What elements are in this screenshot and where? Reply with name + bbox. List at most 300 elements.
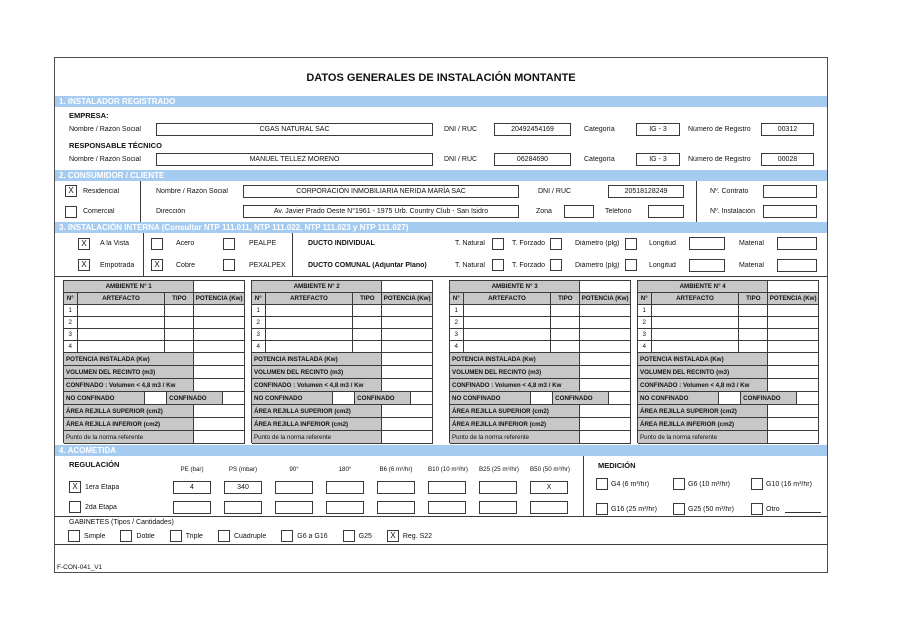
artefacto-cell[interactable] xyxy=(464,317,552,329)
t-natural-label-1: T. Natural xyxy=(455,240,485,248)
regulacion-column-header: 180° xyxy=(338,466,352,473)
client-type-column xyxy=(55,181,141,222)
potencia-cell[interactable] xyxy=(580,341,631,353)
medicion-checkbox[interactable] xyxy=(751,503,763,515)
gabinete-option-label: Triple xyxy=(185,532,203,540)
diametro-field-1[interactable] xyxy=(625,238,637,250)
summary-value[interactable] xyxy=(382,379,433,392)
empresa-categoria-field[interactable]: IG - 3 xyxy=(636,123,680,136)
responsable-registro-field[interactable]: 00028 xyxy=(761,153,814,166)
potencia-cell[interactable] xyxy=(382,341,433,353)
acero-pealpe-row xyxy=(144,238,292,250)
rejilla-value[interactable] xyxy=(580,405,631,418)
empresa-name-field[interactable]: CGAS NATURAL SAC xyxy=(156,123,433,136)
gabinete-option xyxy=(170,530,203,542)
row-number: 3 xyxy=(64,329,78,341)
summary-label: POTENCIA INSTALADA (Kw) xyxy=(450,353,580,366)
artefacto-row xyxy=(64,341,245,353)
empresa-registro-field[interactable]: 00312 xyxy=(761,123,814,136)
row-number: 1 xyxy=(450,305,464,317)
artefacto-cell[interactable] xyxy=(266,329,354,341)
row-number: 4 xyxy=(450,341,464,353)
regulacion-column-header: B50 (50 m³/hr) xyxy=(530,466,570,473)
artefacto-row xyxy=(638,341,819,353)
summary-row xyxy=(252,366,433,379)
material-field-2[interactable] xyxy=(777,259,817,272)
no-confinado-value[interactable] xyxy=(531,392,553,405)
medicion-option xyxy=(596,478,673,490)
tipo-cell[interactable] xyxy=(551,341,580,353)
potencia-cell[interactable] xyxy=(194,329,245,341)
column-header: ARTEFACTO xyxy=(652,293,740,305)
summary-value[interactable] xyxy=(580,366,631,379)
rejilla-label: ÁREA REJILLA INFERIOR (cm2) xyxy=(638,418,768,431)
artefacto-cell[interactable] xyxy=(78,305,166,317)
a-la-vista-checkbox[interactable]: X xyxy=(78,238,90,250)
rejilla-label: ÁREA REJILLA SUPERIOR (cm2) xyxy=(252,405,382,418)
etapa2-value-field[interactable] xyxy=(377,501,415,514)
summary-label: VOLUMEN DEL RECINTO (m3) xyxy=(252,366,382,379)
artefacto-cell[interactable] xyxy=(652,305,740,317)
summary-row xyxy=(64,379,245,392)
diametro-field-2[interactable] xyxy=(625,259,637,271)
gabinete-checkbox[interactable]: X xyxy=(387,530,399,542)
gabinete-checkbox[interactable] xyxy=(343,530,355,542)
column-header: POTENCIA (Kw) xyxy=(194,293,245,305)
etapa1-value-field[interactable] xyxy=(326,481,364,494)
zona-label: Zona xyxy=(536,208,552,216)
t-forzado-label-2: T. Forzado xyxy=(512,261,546,269)
etapa1-value-field[interactable]: 4 xyxy=(173,481,211,494)
cobre-checkbox[interactable]: X xyxy=(151,259,163,271)
medicion-label: MEDICIÓN xyxy=(598,461,636,470)
etapa1-value-field[interactable]: X xyxy=(530,481,568,494)
potencia-cell[interactable] xyxy=(580,317,631,329)
tipo-cell[interactable] xyxy=(165,305,194,317)
medicion-checkbox[interactable] xyxy=(751,478,763,490)
zona-field[interactable] xyxy=(564,205,594,218)
ambiente-title-row xyxy=(252,281,433,293)
gabinete-checkbox[interactable] xyxy=(68,530,80,542)
artefacto-cell[interactable] xyxy=(266,317,354,329)
gabinete-checkbox[interactable] xyxy=(281,530,293,542)
column-header: ARTEFACTO xyxy=(266,293,354,305)
empotrada-label: Empotrada xyxy=(100,261,135,269)
pexalpex-checkbox[interactable] xyxy=(223,259,235,271)
section4 xyxy=(55,456,827,545)
empresa-row xyxy=(55,122,827,136)
potencia-cell[interactable] xyxy=(194,305,245,317)
artefacto-row xyxy=(252,329,433,341)
regulacion-grid xyxy=(173,466,568,514)
row-number: 1 xyxy=(252,305,266,317)
summary-value[interactable] xyxy=(194,353,245,366)
client-address-row xyxy=(141,205,696,218)
etapa1-value-field[interactable]: 340 xyxy=(224,481,262,494)
etapa2-value-field[interactable] xyxy=(479,501,517,514)
responsable-categoria-label: Categoría xyxy=(584,155,615,163)
longitud-field-1[interactable] xyxy=(689,237,725,250)
tuberia-posicion-column xyxy=(55,233,144,276)
cobre-label: Cobre xyxy=(176,261,196,269)
medicion-option-label: G4 (6 m³/hr) xyxy=(611,480,650,488)
comercial-row xyxy=(55,206,140,218)
client-name-label: Nombre / Razón Social xyxy=(156,187,228,195)
gabinete-option-label: G6 a G16 xyxy=(297,532,328,540)
tipo-cell[interactable] xyxy=(739,305,768,317)
gabinete-checkbox[interactable] xyxy=(218,530,230,542)
regulacion-column-header: PS (mbar) xyxy=(228,466,258,473)
medicion-option xyxy=(751,478,821,490)
summary-row xyxy=(638,366,819,379)
tipo-cell[interactable] xyxy=(353,329,382,341)
medicion-option xyxy=(751,503,821,515)
artefacto-cell[interactable] xyxy=(652,317,740,329)
medicion-checkbox[interactable] xyxy=(596,478,608,490)
etapa1-value-field[interactable] xyxy=(377,481,415,494)
longitud-label-1: Longitud xyxy=(649,240,676,248)
potencia-cell[interactable] xyxy=(194,341,245,353)
row-number: 2 xyxy=(252,317,266,329)
gabinete-checkbox[interactable] xyxy=(120,530,132,542)
rejilla-row xyxy=(64,405,245,418)
confinado-label: CONFINADO xyxy=(741,392,797,405)
gabinete-checkbox[interactable] xyxy=(170,530,182,542)
summary-label: CONFINADO : Volumen < 4,8 m3 / Kw xyxy=(638,379,768,392)
summary-label: POTENCIA INSTALADA (Kw) xyxy=(252,353,382,366)
column-header: N° xyxy=(450,293,464,305)
tipo-cell[interactable] xyxy=(551,329,580,341)
summary-value[interactable] xyxy=(382,366,433,379)
summary-value[interactable] xyxy=(768,379,819,392)
rejilla-value[interactable] xyxy=(382,418,433,431)
medicion-panel xyxy=(584,456,827,516)
column-header: N° xyxy=(64,293,78,305)
comercial-label: Comercial xyxy=(83,208,115,216)
artefacto-row xyxy=(450,305,631,317)
row-number: 1 xyxy=(64,305,78,317)
longitud-field-2[interactable] xyxy=(689,259,725,272)
ambiente-title: AMBIENTE N° 4 xyxy=(638,281,768,293)
no-confinado-value[interactable] xyxy=(145,392,167,405)
medicion-checkbox[interactable] xyxy=(596,503,608,515)
artefacto-cell[interactable] xyxy=(266,305,354,317)
potencia-cell[interactable] xyxy=(768,305,819,317)
ambiente-table xyxy=(637,280,819,443)
section2 xyxy=(55,181,827,222)
artefacto-cell[interactable] xyxy=(652,341,740,353)
potencia-cell[interactable] xyxy=(580,305,631,317)
column-header: N° xyxy=(638,293,652,305)
regulacion-label: REGULACIÓN xyxy=(69,460,120,469)
artefacto-cell[interactable] xyxy=(464,341,552,353)
etapa2-value-field[interactable] xyxy=(530,501,568,514)
tipo-cell[interactable] xyxy=(739,341,768,353)
material-label-2: Material xyxy=(739,261,764,269)
medicion-option-label: G16 (25 m³/hr) xyxy=(611,505,657,513)
artefacto-row xyxy=(252,305,433,317)
confinado-row xyxy=(64,392,245,405)
artefacto-cell[interactable] xyxy=(464,305,552,317)
etapa1-value-field[interactable] xyxy=(428,481,466,494)
otro-underline[interactable] xyxy=(785,505,821,513)
column-header: ARTEFACTO xyxy=(464,293,552,305)
section2-header: 2. CONSUMIDOR / CLIENTE xyxy=(55,170,827,181)
tipo-cell[interactable] xyxy=(165,317,194,329)
rejilla-value[interactable] xyxy=(768,418,819,431)
no-confinado-value[interactable] xyxy=(333,392,355,405)
pealpe-checkbox[interactable] xyxy=(223,238,235,250)
ambiente-title: AMBIENTE N° 1 xyxy=(64,281,194,293)
norma-value[interactable] xyxy=(580,431,631,444)
summary-label: CONFINADO : Volumen < 4,8 m3 / Kw xyxy=(252,379,382,392)
t-natural-checkbox-1[interactable] xyxy=(492,238,504,250)
artefacto-cell[interactable] xyxy=(78,329,166,341)
empresa-name-label: Nombre / Razón Social xyxy=(69,125,141,133)
confinado-row xyxy=(450,392,631,405)
row-number: 2 xyxy=(450,317,464,329)
ambiente-table xyxy=(63,280,245,443)
rejilla-value[interactable] xyxy=(194,418,245,431)
instalacion-label: Nº. Instalación xyxy=(710,208,755,216)
gabinete-option-label: Cuádruple xyxy=(233,532,267,540)
pexalpex-label: PEXALPEX xyxy=(249,261,286,269)
ducto-comunal-row xyxy=(293,259,827,272)
etapa2-row xyxy=(69,501,117,513)
ambiente-title-spacer xyxy=(768,281,819,293)
potencia-cell[interactable] xyxy=(382,329,433,341)
potencia-cell[interactable] xyxy=(382,305,433,317)
column-header: TIPO xyxy=(165,293,194,305)
telefono-label: Teléfono xyxy=(605,208,632,216)
rejilla-row xyxy=(252,418,433,431)
summary-row xyxy=(638,353,819,366)
empresa-dni-label: DNI / RUC xyxy=(444,125,478,133)
client-name-field[interactable]: CORPORACIÓN INMOBILIARIA NERIDA MARÍA SAC xyxy=(243,185,519,198)
summary-row xyxy=(450,353,631,366)
row-number: 3 xyxy=(252,329,266,341)
summary-label: VOLUMEN DEL RECINTO (m3) xyxy=(450,366,580,379)
t-forzado-checkbox-2[interactable] xyxy=(550,259,562,271)
norma-value[interactable] xyxy=(194,431,245,444)
ambiente-colheader-row xyxy=(638,293,819,305)
potencia-cell[interactable] xyxy=(768,317,819,329)
tipo-cell[interactable] xyxy=(353,305,382,317)
empotrada-checkbox[interactable]: X xyxy=(78,259,90,271)
medicion-option xyxy=(596,503,673,515)
potencia-cell[interactable] xyxy=(768,329,819,341)
ducto-individual-row xyxy=(293,237,827,250)
ambiente-title-spacer xyxy=(194,281,245,293)
summary-value[interactable] xyxy=(768,353,819,366)
potencia-cell[interactable] xyxy=(580,329,631,341)
artefacto-cell[interactable] xyxy=(78,341,166,353)
empresa-label: EMPRESA: xyxy=(69,111,109,120)
etapa2-label: 2da Etapa xyxy=(85,503,117,511)
diametro-label-2: Diámetro (plg) xyxy=(575,261,620,269)
rejilla-value[interactable] xyxy=(768,405,819,418)
responsable-dni-field[interactable]: 06284690 xyxy=(494,153,571,166)
gabinete-option-label: Doble xyxy=(136,532,155,540)
client-dni-label: DNI / RUC xyxy=(538,187,572,195)
column-header: TIPO xyxy=(739,293,768,305)
summary-row xyxy=(252,353,433,366)
etapa1-value-field[interactable] xyxy=(479,481,517,494)
row-number: 4 xyxy=(64,341,78,353)
client-data-column xyxy=(141,181,696,222)
tipo-cell[interactable] xyxy=(165,329,194,341)
t-forzado-checkbox-1[interactable] xyxy=(550,238,562,250)
ambiente-title-spacer xyxy=(382,281,433,293)
etapa2-value-field[interactable] xyxy=(173,501,211,514)
norma-value[interactable] xyxy=(382,431,433,444)
potencia-cell[interactable] xyxy=(382,317,433,329)
tipo-cell[interactable] xyxy=(739,329,768,341)
etapa2-value-field[interactable] xyxy=(428,501,466,514)
ambiente-colheader-row xyxy=(450,293,631,305)
section3-header: 3. INSTALACIÓN INTERNA (Consultar NTP 111.011, NTP 111.022, NTP 111.023 y NTP 111.027) xyxy=(55,222,827,233)
medicion-option-label: Otro xyxy=(766,505,780,513)
summary-value[interactable] xyxy=(580,379,631,392)
gabinete-option xyxy=(387,530,432,542)
section3 xyxy=(55,233,827,277)
summary-value[interactable] xyxy=(194,379,245,392)
artefacto-cell[interactable] xyxy=(78,317,166,329)
ducto-comunal-label: DUCTO COMUNAL (Adjuntar Plano) xyxy=(308,261,427,269)
norma-label: Punto de la norma referente xyxy=(450,431,580,444)
artefacto-row xyxy=(64,329,245,341)
rejilla-row xyxy=(450,418,631,431)
residencial-checkbox[interactable]: X xyxy=(65,185,77,197)
artefacto-row xyxy=(638,305,819,317)
rejilla-value[interactable] xyxy=(580,418,631,431)
pealpe-label: PEALPE xyxy=(249,240,277,248)
ambiente-colheader-row xyxy=(64,293,245,305)
no-confinado-value[interactable] xyxy=(719,392,741,405)
ambiente-table xyxy=(449,280,631,443)
row-number: 3 xyxy=(450,329,464,341)
tipo-cell[interactable] xyxy=(739,317,768,329)
tipo-cell[interactable] xyxy=(353,341,382,353)
rejilla-value[interactable] xyxy=(194,405,245,418)
tipo-cell[interactable] xyxy=(165,341,194,353)
instalacion-row xyxy=(697,205,827,218)
column-header: POTENCIA (Kw) xyxy=(768,293,819,305)
summary-value[interactable] xyxy=(768,366,819,379)
contrato-field[interactable] xyxy=(763,185,817,198)
no-confinado-label: NO CONFINADO xyxy=(64,392,145,405)
etapa2-value-field[interactable] xyxy=(326,501,364,514)
gabinete-option-label: G25 xyxy=(358,532,372,540)
confinado-value[interactable] xyxy=(223,392,245,405)
a-la-vista-label: A la Vista xyxy=(100,240,130,248)
responsable-label: RESPONSABLE TÉCNICO xyxy=(69,141,162,150)
etapa1-value-field[interactable] xyxy=(275,481,313,494)
residencial-row xyxy=(55,185,140,197)
etapa2-checkbox[interactable] xyxy=(69,501,81,513)
no-confinado-label: NO CONFINADO xyxy=(638,392,719,405)
empresa-registro-label: Número de Registro xyxy=(688,125,751,133)
etapa1-checkbox[interactable]: X xyxy=(69,481,81,493)
form-code: F-CON-041_V1 xyxy=(57,564,103,571)
instalacion-field[interactable] xyxy=(763,205,817,218)
residencial-label: Residencial xyxy=(83,187,120,195)
summary-value[interactable] xyxy=(580,353,631,366)
regulacion-column-header: PE (bar) xyxy=(180,466,204,473)
section1 xyxy=(55,107,827,170)
rejilla-value[interactable] xyxy=(382,405,433,418)
gabinete-option xyxy=(343,530,372,542)
confinado-value[interactable] xyxy=(609,392,631,405)
medicion-checkbox[interactable] xyxy=(673,478,685,490)
responsable-categoria-field[interactable]: IG - 3 xyxy=(636,153,680,166)
medicion-option-label: G25 (50 m³/hr) xyxy=(688,505,734,513)
summary-label: POTENCIA INSTALADA (Kw) xyxy=(64,353,194,366)
etapa2-value-field[interactable] xyxy=(275,501,313,514)
artefacto-row xyxy=(638,317,819,329)
rejilla-row xyxy=(450,405,631,418)
t-forzado-label-1: T. Forzado xyxy=(512,240,546,248)
confinado-row xyxy=(252,392,433,405)
artefacto-cell[interactable] xyxy=(266,341,354,353)
norma-value[interactable] xyxy=(768,431,819,444)
responsable-name-label: Nombre / Razón Social xyxy=(69,155,141,163)
acero-label: Acero xyxy=(176,240,195,248)
column-header: ARTEFACTO xyxy=(78,293,166,305)
confinado-value[interactable] xyxy=(797,392,819,405)
contract-column xyxy=(696,181,827,222)
tipo-cell[interactable] xyxy=(551,305,580,317)
empresa-dni-field[interactable]: 20492454169 xyxy=(494,123,571,136)
artefacto-row xyxy=(64,305,245,317)
ambiente-title-row xyxy=(638,281,819,293)
confinado-row xyxy=(638,392,819,405)
diametro-label-1: Diámetro (plg) xyxy=(575,240,620,248)
artefacto-cell[interactable] xyxy=(652,329,740,341)
column-header: POTENCIA (Kw) xyxy=(382,293,433,305)
potencia-cell[interactable] xyxy=(768,341,819,353)
tipo-cell[interactable] xyxy=(353,317,382,329)
confinado-label: CONFINADO xyxy=(355,392,411,405)
medicion-checkbox[interactable] xyxy=(673,503,685,515)
client-dni-field[interactable]: 20518128249 xyxy=(608,185,684,198)
comercial-checkbox[interactable] xyxy=(65,206,77,218)
summary-value[interactable] xyxy=(382,353,433,366)
artefacto-cell[interactable] xyxy=(464,329,552,341)
confinado-value[interactable] xyxy=(411,392,433,405)
longitud-label-2: Longitud xyxy=(649,261,676,269)
section1-header: 1. INSTALADOR REGISTRADO xyxy=(55,96,827,107)
material-field-1[interactable] xyxy=(777,237,817,250)
client-address-field[interactable]: Av. Javier Prado Oeste N°1961 - 1975 Urb. Country Club - San Isidro xyxy=(243,205,519,218)
potencia-cell[interactable] xyxy=(194,317,245,329)
telefono-field[interactable] xyxy=(648,205,684,218)
etapa2-value-field[interactable] xyxy=(224,501,262,514)
t-natural-checkbox-2[interactable] xyxy=(492,259,504,271)
client-name-row xyxy=(141,185,696,198)
responsable-name-field[interactable]: MANUEL TELLEZ MORENO xyxy=(156,153,433,166)
ambiente-title: AMBIENTE N° 3 xyxy=(450,281,580,293)
norma-label: Punto de la norma referente xyxy=(638,431,768,444)
gabinetes-section xyxy=(55,516,827,544)
rejilla-label: ÁREA REJILLA SUPERIOR (cm2) xyxy=(638,405,768,418)
ambiente-title-spacer xyxy=(580,281,631,293)
tipo-cell[interactable] xyxy=(551,317,580,329)
row-number: 4 xyxy=(252,341,266,353)
acero-checkbox[interactable] xyxy=(151,238,163,250)
no-confinado-label: NO CONFINADO xyxy=(450,392,531,405)
summary-value[interactable] xyxy=(194,366,245,379)
